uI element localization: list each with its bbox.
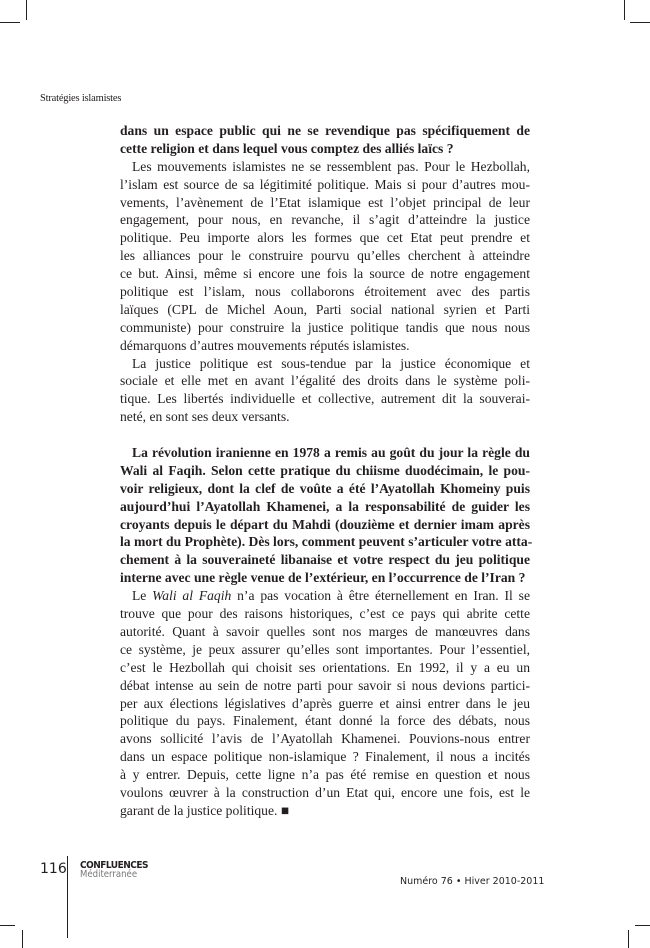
running-header: Stratégies islamistes: [40, 93, 122, 104]
text-run: Le: [132, 588, 153, 604]
text-line: [120, 498, 530, 516]
text-run: c’est le Hezbollah qui choisit ses orientations. En 1992, il y a eu un: [120, 659, 530, 675]
text-run: l’islam est source de sa légitimité politique. Mais si pour d’autres mou-: [120, 176, 530, 192]
text-run: débat intense au sein de notre parti pour savoir si nous devions partici-: [120, 677, 530, 693]
text-line: [120, 444, 530, 462]
text-line: [120, 516, 530, 534]
text-line: [120, 802, 530, 820]
article-body: [120, 122, 533, 820]
text-run: communiste) pour construire la justice politique tandis que nous nous: [120, 319, 530, 335]
text-line: [120, 194, 530, 212]
text-line: [120, 211, 530, 229]
text-line: [120, 533, 533, 551]
crop-mark: [0, 22, 20, 23]
text-line: [120, 569, 530, 587]
text-run: trouve que pour des raisons historiques, c’est ce pays qui abrite cette: [120, 606, 530, 622]
text-line: [120, 319, 530, 337]
text-line: [120, 712, 530, 730]
page-number: 116: [40, 861, 67, 877]
text-run: interne avec une règle venue de l’extérieur, en l’occurrence de l’Iran ?: [120, 570, 526, 586]
end-mark: ■: [280, 802, 290, 818]
text-run: dans un espace politique non-islamique ? Finalement, il nous a incités: [120, 749, 530, 765]
text-run: avons sollicité l’avis de l’Ayatollah Khamenei. Pouvions-nous entrer: [120, 731, 530, 747]
text-run: croyants depuis le départ du Mahdi (douzième et dernier imam après: [120, 516, 530, 532]
crop-mark: [635, 925, 650, 926]
text-run: aujourd’hui l’Ayatollah Khamenei, a la responsabilité de guider les: [120, 498, 530, 514]
text-run: vements, l’avènement de l’Etat islamique est l’objet principal de leur: [120, 194, 530, 210]
italic-term: Wali al Faqih: [152, 588, 232, 604]
text-run: per aux élections législatives d’après guerre et ainsi entrer dans le jeu: [120, 695, 530, 711]
text-run: ce but. Ainsi, même si encore une fois la source de notre engagement: [120, 266, 530, 282]
text-run: garant de la justice politique.: [120, 802, 281, 818]
text-line: [120, 748, 530, 766]
text-run: tique. Les libertés individuelle et collective, autrement dit la souverai-: [120, 391, 530, 407]
text-line: [120, 480, 530, 498]
logo-title: CONFLUENCES: [80, 860, 149, 871]
text-run: cette religion et dans lequel vous comptez des alliés laïcs ?: [120, 140, 454, 156]
text-run: politique du pays. Finalement, étant donné la force des débats, nous: [120, 713, 530, 729]
issue-info: Numéro 76 • Hiver 2010-2011: [400, 876, 545, 887]
paragraph-spacer: [120, 426, 530, 444]
text-run: Les mouvements islamistes ne se ressemblent pas. Pour le Hezbollah,: [132, 158, 530, 174]
text-line: [120, 247, 530, 265]
text-line: [120, 605, 530, 623]
text-run: n’a pas vocation à être éternellement en Iran. Il se: [231, 588, 530, 604]
text-run: les alliances pour le construire pourvu qu’elles cherchent à atteindre: [120, 248, 530, 264]
text-line: [120, 158, 530, 176]
text-run: à y entrer. Depuis, cette ligne n’a pas été remise en question et nous: [120, 767, 530, 783]
crop-mark: [624, 0, 625, 20]
text-run: sociale et elle met en avant l’égalité des droits dans le système poli-: [120, 373, 530, 389]
text-line: [120, 677, 530, 695]
text-line: [120, 408, 530, 426]
text-line: [120, 390, 530, 408]
text-run: voir religieux, dont la clef de voûte a été l’Ayatollah Khomeiny puis: [120, 480, 530, 496]
text-line: [120, 265, 530, 283]
footer-divider: [67, 856, 68, 938]
text-run: La justice politique est sous-tendue par la justice économique et: [132, 355, 530, 371]
text-line: [120, 283, 530, 301]
crop-mark: [26, 0, 27, 20]
text-line: [120, 462, 530, 480]
text-run: politique est l’islam, nous collaborons étroitement avec des partis: [120, 284, 530, 300]
text-line: [120, 140, 530, 158]
crop-mark: [628, 930, 629, 948]
text-line: [120, 551, 530, 569]
text-line: [120, 784, 530, 802]
text-line: [120, 301, 530, 319]
crop-mark: [0, 925, 15, 926]
crop-mark: [630, 22, 650, 23]
text-line: [120, 587, 530, 605]
text-line: [120, 229, 530, 247]
text-run: démarquons d’autres mouvements réputés islamistes.: [120, 337, 410, 353]
text-run: la mort du Prophète). Dès lors, comment peuvent s’articuler votre atta-: [120, 534, 533, 550]
text-run: politique. Peu importe alors les formes que cet Etat peut prendre et: [120, 230, 530, 246]
text-line: [120, 659, 530, 677]
text-line: [120, 730, 530, 748]
logo-subtitle: Méditerranée: [80, 869, 138, 880]
text-line: [120, 355, 530, 373]
journal-logo: [80, 861, 148, 879]
text-run: Wali al Faqih. Selon cette pratique du chiisme duodécimain, le pou-: [120, 462, 530, 478]
text-run: ce système, je peux assurer qu’elles sont importantes. Pour l’essentiel,: [120, 641, 530, 657]
text-line: [120, 372, 530, 390]
text-run: engagement, pour nous, en revanche, il s’agit d’atteindre la justice: [120, 212, 530, 228]
text-line: [120, 176, 530, 194]
text-run: chement à la souveraineté libanaise et votre respect du jeu politique: [120, 552, 530, 568]
text-line: [120, 641, 530, 659]
text-run: autorité. Quant à savoir quelles sont nos marges de manœuvres dans: [120, 623, 530, 639]
text-run: dans un espace public qui ne se revendique pas spécifiquement de: [120, 123, 530, 138]
text-line: [120, 122, 530, 140]
text-run: voulons œuvrer à la construction d’un Etat qui, encore une fois, est le: [120, 784, 530, 800]
text-line: [120, 766, 530, 784]
text-line: [120, 695, 530, 713]
text-run: neté, en sont ses deux versants.: [120, 409, 290, 425]
crop-mark: [22, 930, 23, 948]
text-line: [120, 337, 530, 355]
text-run: laïques (CPL de Michel Aoun, Parti social national syrien et Parti: [120, 301, 530, 317]
text-line: [120, 623, 530, 641]
text-run: La révolution iranienne en 1978 a remis au goût du jour la règle du: [132, 445, 530, 461]
